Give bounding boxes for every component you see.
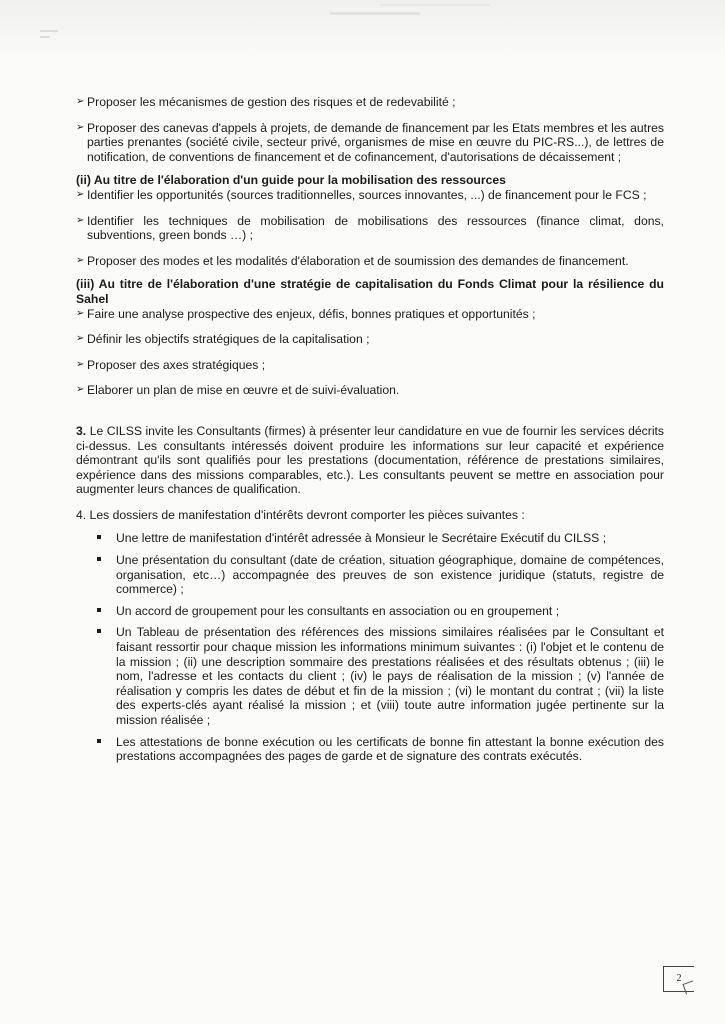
paragraph-3	[76, 424, 664, 497]
arrow-bullet-item: ➢ Identifier les opportunités (sources traditionnelles, sources innovantes, ...) de financement pour le FCS ;	[76, 188, 664, 203]
list-item: Une présentation du consultant (date de création, situation géographique, domaine de compétences, organisation, etc…) accompagnée des preuves de son existence juridique (statuts, registre de commerce) ;	[76, 553, 664, 597]
scan-mark	[40, 30, 58, 32]
page-corner-fold	[682, 980, 696, 994]
arrow-bullet-item: ➢ Proposer des canevas d'appels à projets, de demande de financement par les Etats membres et les autres parties prenantes (société civile, secteur privé, organismes de mise en œuvre du PIC-RS...), de lettres de notification, de conventions de financement et de cofinancement, d'autorisations de décaissement ;	[76, 121, 664, 165]
arrow-bullet-item: ➢ Identifier les techniques de mobilisation de mobilisations des ressources (finance climat, dons, subventions, green bonds …) ;	[76, 214, 664, 243]
list-item: Une lettre de manifestation d'intérêt adressée à Monsieur le Secrétaire Exécutif du CILSS ;	[76, 531, 664, 546]
arrow-bullet-item: ➢ Proposer des modes et les modalités d'élaboration et de soumission des demandes de financement.	[76, 254, 664, 269]
paragraph-number: 3.	[76, 423, 87, 438]
arrow-bullet-item: ➢ Elaborer un plan de mise en œuvre et de suivi-évaluation.	[76, 383, 664, 398]
scan-mark	[330, 12, 420, 15]
section-heading-ii: (ii) Au titre de l'élaboration d'un guide pour la mobilisation des ressources	[76, 173, 506, 188]
scan-mark	[380, 4, 490, 6]
section-heading-iii: (iii) Au titre de l'élaboration d'une stratégie de capitalisation du Fonds Climat pour la résilience du Sahel	[76, 277, 664, 306]
arrow-bullet-item: ➢ Faire une analyse prospective des enjeux, défis, bonnes pratiques et opportunités ;	[76, 307, 664, 322]
document-body	[76, 95, 664, 764]
scan-shadow	[0, 0, 725, 60]
arrow-bullet-item: ➢ Proposer les mécanismes de gestion des risques et de redevabilité ;	[76, 95, 664, 110]
list-item: Un Tableau de présentation des références des missions similaires réalisées par le Consultant et faisant ressortir pour chaque mission les informations minimum suivantes : (i) l'objet et le contenu de la mission ; (ii) une description sommaire des prestations réalisées et des résultats obtenus ; (iii) le nom, l'adresse et les contacts du client ; (iv) le pays de réalisation de la mission ; (v) l'année de réalisation y compris les dates de début et fin de la mission ; (vi) le montant du contrat ; (vii) la liste des experts-clés ayant réalisé la mission ; et (viii) toute autre information jugée pertinente sur la mission réalisée ;	[76, 625, 664, 727]
paragraph-4: 4. Les dossiers de manifestation d'intérêts devront comporter les pièces suivantes :	[76, 507, 525, 522]
paragraph-text: Le CILSS invite les Consultants (firmes) à présenter leur candidature en vue de fournir les services décrits ci-dessus. Les consultants intéressés doivent produire les informations sur leur capacité et expérience démontrant qu'ils sont qualifiés pour les prestations (documentation, référence de prestations similaires, expérience dans des missions comparables, etc.). Les consultants peuvent se mettre en association pour augmenter leurs chances de qualification.	[76, 423, 665, 497]
page-number: 2	[663, 966, 694, 992]
required-documents-list	[76, 531, 664, 763]
arrow-bullet-item: ➢ Définir les objectifs stratégiques de la capitalisation ;	[76, 332, 664, 347]
list-item: Un accord de groupement pour les consultants en association ou en groupement ;	[76, 604, 664, 619]
list-item: Les attestations de bonne exécution ou les certificats de bonne fin attestant la bonne exécution des prestations accompagnées des pages de garde et de signature des contrats exécutés.	[76, 735, 664, 764]
scan-mark	[40, 36, 50, 38]
arrow-bullet-item: ➢ Proposer des axes stratégiques ;	[76, 358, 664, 373]
